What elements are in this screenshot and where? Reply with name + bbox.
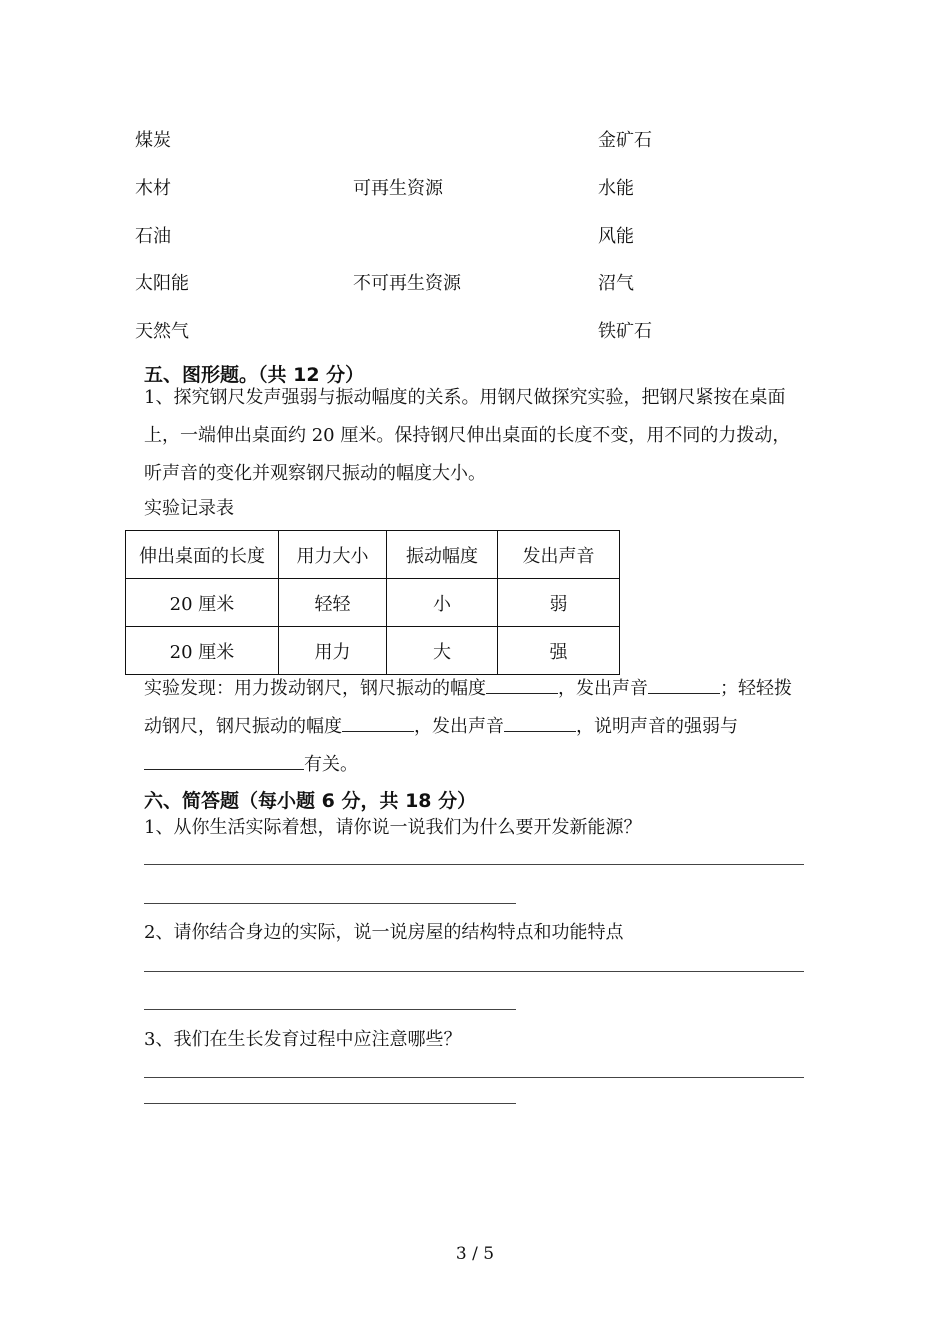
fill-blank[interactable] bbox=[342, 711, 414, 732]
question-1: 1、从你生活实际着想，请你说一说我们为什么要开发新能源？ bbox=[144, 817, 642, 838]
finding-text: 有关。 bbox=[304, 754, 358, 775]
section5-q1-text: 1、探究钢尺发声强弱与振动幅度的关系。用钢尺做探究实验，把钢尺紧按在桌面上，一端伸出桌面约 20 厘米。保持钢尺伸出桌面的长度不变，用不同的力拨动，听声音的变化并观察钢尺振动的幅度大小。 bbox=[144, 387, 791, 484]
table-cell: 弱 bbox=[498, 579, 620, 627]
table-cell: 轻轻 bbox=[279, 579, 387, 627]
match-middle-2: 不可再生资源 bbox=[353, 273, 461, 294]
match-left-2: 木材 bbox=[135, 178, 171, 199]
table-cell: 20 厘米 bbox=[126, 627, 279, 675]
finding-text: ，发出声音 bbox=[558, 678, 648, 699]
finding-text: ；轻轻拨动钢尺，钢尺振动的幅度 bbox=[144, 678, 792, 737]
fill-blank[interactable] bbox=[504, 711, 576, 732]
section5-heading: 五、图形题。（共 12 分） bbox=[144, 364, 365, 386]
answer-line[interactable] bbox=[144, 1103, 516, 1104]
table-cell: 小 bbox=[387, 579, 498, 627]
answer-line[interactable] bbox=[144, 971, 804, 972]
fill-blank[interactable] bbox=[144, 749, 304, 770]
section6-heading: 六、简答题（每小题 6 分，共 18 分） bbox=[144, 790, 477, 812]
experiment-finding bbox=[144, 670, 806, 784]
answer-line[interactable] bbox=[144, 1077, 804, 1078]
match-right-4: 沼气 bbox=[598, 273, 634, 294]
answer-line[interactable] bbox=[144, 1009, 516, 1010]
table-header-row bbox=[126, 531, 620, 579]
page-number: 3 / 5 bbox=[455, 1244, 495, 1264]
match-left-1: 煤炭 bbox=[135, 130, 171, 151]
finding-text: 实验发现：用力拨动钢尺，钢尺振动的幅度 bbox=[144, 678, 486, 699]
match-right-5: 铁矿石 bbox=[598, 321, 652, 342]
experiment-table bbox=[125, 530, 620, 675]
table-caption: 实验记录表 bbox=[144, 498, 234, 519]
table-cell: 20 厘米 bbox=[126, 579, 279, 627]
match-left-5: 天然气 bbox=[135, 321, 189, 342]
match-middle-1: 可再生资源 bbox=[353, 178, 443, 199]
table-header: 发出声音 bbox=[498, 531, 620, 579]
answer-line[interactable] bbox=[144, 864, 804, 865]
table-header: 振动幅度 bbox=[387, 531, 498, 579]
table-header: 用力大小 bbox=[279, 531, 387, 579]
question-3: 3、我们在生长发育过程中应注意哪些？ bbox=[144, 1029, 462, 1050]
match-right-3: 风能 bbox=[598, 226, 634, 247]
match-right-1: 金矿石 bbox=[598, 130, 652, 151]
finding-text: ，说明声音的强弱与 bbox=[576, 716, 738, 737]
table-cell: 大 bbox=[387, 627, 498, 675]
question-2: 2、请你结合身边的实际，说一说房屋的结构特点和功能特点 bbox=[144, 922, 624, 943]
match-right-2: 水能 bbox=[598, 178, 634, 199]
table-header: 伸出桌面的长度 bbox=[126, 531, 279, 579]
table-cell: 强 bbox=[498, 627, 620, 675]
fill-blank[interactable] bbox=[486, 673, 558, 694]
match-left-4: 太阳能 bbox=[135, 273, 189, 294]
finding-text: ，发出声音 bbox=[414, 716, 504, 737]
table-row bbox=[126, 627, 620, 675]
table-cell: 用力 bbox=[279, 627, 387, 675]
fill-blank[interactable] bbox=[648, 673, 720, 694]
answer-line[interactable] bbox=[144, 903, 516, 904]
match-left-3: 石油 bbox=[135, 226, 171, 247]
table-row bbox=[126, 579, 620, 627]
